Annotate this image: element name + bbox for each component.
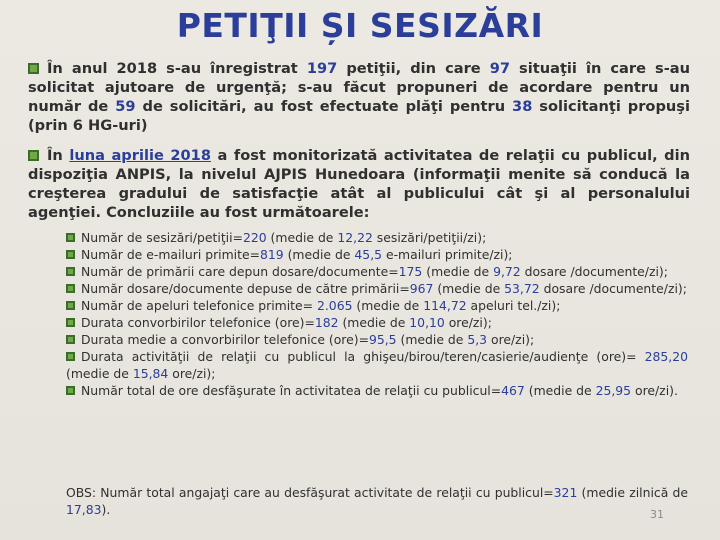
stat-value: 45,5 — [354, 247, 383, 262]
stat-value: 819 — [260, 247, 284, 262]
stat-value: 17,83 — [66, 502, 102, 517]
stat-value: 9,72 — [493, 264, 521, 279]
stat-value: 114,72 — [423, 298, 467, 313]
list-item: Număr de e-mailuri primite=819 (medie de 45,5 e-mailuri primite/zi); — [66, 246, 688, 263]
month-highlight: luna aprilie 2018 — [69, 147, 211, 164]
square-bullet-icon — [28, 150, 39, 161]
bullet-monitoring: În luna aprilie 2018 a fost monitorizată activitatea de relaţii cu publicul, din dispoziţia ANPIS, la nivelul AJPIS Hunedoara (informaţii menite să conducă la creşterea gradului de satisfacţie atât al publicului cât şi al personalului agenţiei. Concluziile au fost următoarele: — [28, 147, 690, 221]
stat-value: 95,5 — [368, 332, 397, 347]
stat-value: 197 — [306, 60, 338, 77]
stat-value: 59 — [115, 98, 136, 115]
stat-value: 5,3 — [467, 332, 488, 347]
stat-value: 25,95 — [595, 383, 632, 398]
conclusions-list — [66, 229, 688, 399]
square-bullet-icon — [66, 335, 75, 344]
square-bullet-icon — [66, 352, 75, 361]
square-bullet-icon — [66, 284, 75, 293]
stat-value: 10,10 — [409, 315, 445, 330]
bullet-petitions: În anul 2018 s-au înregistrat 197 petiţii, din care 97 situaţii în care s-au solicitat ajutoare de urgenţă; s-au făcut propuneri de acordare pentru un număr de 59 de solicitări, au fost efectuate plăţi pentru 38 solicitanţi propuşi (prin 6 HG-uri) — [28, 60, 690, 134]
square-bullet-icon — [28, 63, 39, 74]
list-item: Număr de apeluri telefonice primite= 2.065 (medie de 114,72 apeluri tel./zi); — [66, 297, 688, 314]
stat-value: 967 — [409, 281, 434, 296]
stat-value: 2.065 — [316, 298, 353, 313]
list-item: Număr de primării care depun dosare/documente=175 (medie de 9,72 dosare /documente/zi); — [66, 263, 688, 280]
stat-value: 175 — [398, 264, 423, 279]
slide-title: PETIŢII ȘI SESIZĂRI — [176, 6, 544, 45]
stat-value: 15,84 — [132, 366, 169, 381]
stat-value: 97 — [489, 60, 511, 77]
list-item: Număr de sesizări/petiţii=220 (medie de 12,22 sesizări/petiţii/zi); — [66, 229, 688, 246]
list-item: Durata activităţii de relaţii cu publicul la ghişeu/birou/teren/casierie/audienţe (ore)= 285,20 (medie de 15,84 ore/zi); — [66, 349, 688, 381]
stat-value: 467 — [501, 383, 525, 398]
stat-value: 321 — [553, 485, 578, 500]
stat-value: 12,22 — [337, 230, 373, 245]
list-item: Număr total de ore desfăşurate în activitatea de relaţii cu publicul=467 (medie de 25,95 ore/zi). — [66, 382, 688, 399]
square-bullet-icon — [66, 250, 75, 259]
page-number: 31 — [650, 508, 664, 521]
square-bullet-icon — [66, 386, 75, 395]
square-bullet-icon — [66, 233, 75, 242]
stat-value: 285,20 — [644, 349, 688, 364]
stat-value: 220 — [242, 230, 267, 245]
stat-value: 182 — [314, 315, 339, 330]
list-item: Durata medie a convorbirilor telefonice (ore)=95,5 (medie de 5,3 ore/zi); — [66, 331, 688, 348]
square-bullet-icon — [66, 267, 75, 276]
square-bullet-icon — [66, 301, 75, 310]
observation-note: OBS: Număr total angajaţi care au desfăşurat activitate de relaţii cu publicul=321 (medie zilnică de 17,83). — [66, 485, 689, 517]
stat-value: 38 — [512, 98, 533, 115]
list-item: Număr dosare/documente depuse de către primării=967 (medie de 53,72 dosare /documente/zi); — [66, 280, 688, 297]
list-item: Durata convorbirilor telefonice (ore)=182 (medie de 10,10 ore/zi); — [66, 314, 688, 331]
square-bullet-icon — [66, 318, 75, 327]
stat-value: 53,72 — [504, 281, 540, 296]
